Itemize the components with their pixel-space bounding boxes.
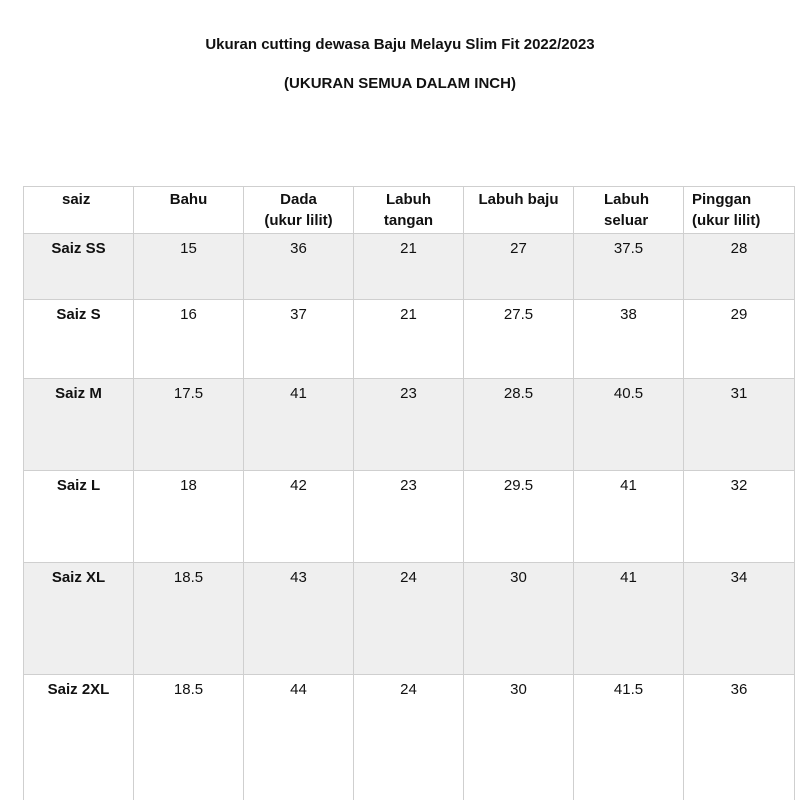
- cell-labuh-tangan: 24: [354, 675, 464, 800]
- header-labuh-seluar-line2: seluar: [604, 212, 649, 229]
- cell-labuh-seluar: 41: [574, 471, 684, 563]
- header-pinggan-line2: (ukur lilit): [692, 212, 761, 229]
- cell-size: Saiz L: [24, 471, 134, 563]
- cell-labuh-seluar: 41.5: [574, 675, 684, 800]
- cell-pinggan: 31: [684, 379, 795, 471]
- header-dada: [244, 187, 354, 234]
- cell-labuh-baju: 30: [464, 675, 574, 800]
- cell-size: Saiz M: [24, 379, 134, 471]
- header-labuh-seluar-line1: Labuh: [604, 191, 649, 208]
- header-labuh-seluar: [574, 187, 684, 234]
- cell-labuh-tangan: 23: [354, 471, 464, 563]
- cell-bahu: 15: [134, 234, 244, 300]
- page-title: Ukuran cutting dewasa Baju Melayu Slim Fit 2022/2023: [205, 36, 595, 53]
- cell-bahu: 18.5: [134, 563, 244, 675]
- cell-labuh-seluar: 41: [574, 563, 684, 675]
- cell-size: Saiz SS: [24, 234, 134, 300]
- table-row: [24, 300, 795, 379]
- cell-labuh-baju: 29.5: [464, 471, 574, 563]
- header-pinggan: [684, 187, 795, 234]
- cell-size: Saiz XL: [24, 563, 134, 675]
- cell-labuh-seluar: 38: [574, 300, 684, 379]
- header-bahu: [134, 187, 244, 234]
- header-labuh-baju-line1: Labuh baju: [478, 191, 559, 208]
- cell-labuh-tangan: 24: [354, 563, 464, 675]
- cell-dada: 37: [244, 300, 354, 379]
- cell-bahu: 18.5: [134, 675, 244, 800]
- cell-pinggan: 36: [684, 675, 795, 800]
- header-labuh-tangan-line1: Labuh: [386, 191, 431, 208]
- cell-labuh-baju: 27: [464, 234, 574, 300]
- header-dada-line1: Dada: [280, 191, 317, 208]
- cell-dada: 41: [244, 379, 354, 471]
- table-header-row: [24, 187, 795, 234]
- table-row: [24, 234, 795, 300]
- cell-labuh-baju: 28.5: [464, 379, 574, 471]
- cell-bahu: 18: [134, 471, 244, 563]
- cell-dada: 44: [244, 675, 354, 800]
- table-row: [24, 675, 795, 800]
- cell-pinggan: 28: [684, 234, 795, 300]
- cell-labuh-tangan: 21: [354, 234, 464, 300]
- cell-dada: 43: [244, 563, 354, 675]
- cell-labuh-baju: 27.5: [464, 300, 574, 379]
- cell-labuh-tangan: 21: [354, 300, 464, 379]
- cell-labuh-baju: 30: [464, 563, 574, 675]
- cell-dada: 36: [244, 234, 354, 300]
- table-row: [24, 563, 795, 675]
- header-saiz: [24, 187, 134, 234]
- cell-labuh-seluar: 37.5: [574, 234, 684, 300]
- header-bahu-line1: Bahu: [169, 191, 208, 208]
- header-dada-line2: (ukur lilit): [264, 212, 333, 229]
- cell-labuh-tangan: 23: [354, 379, 464, 471]
- cell-pinggan: 29: [684, 300, 795, 379]
- header-pinggan-line1: Pinggan: [692, 191, 752, 208]
- cell-bahu: 16: [134, 300, 244, 379]
- table-row: [24, 379, 795, 471]
- cell-pinggan: 34: [684, 563, 795, 675]
- cell-dada: 42: [244, 471, 354, 563]
- size-chart-table: [23, 186, 795, 800]
- header-labuh-tangan-line2: tangan: [383, 212, 434, 229]
- cell-size: Saiz S: [24, 300, 134, 379]
- page-subtitle: (UKURAN SEMUA DALAM INCH): [284, 75, 516, 92]
- cell-labuh-seluar: 40.5: [574, 379, 684, 471]
- header-saiz-line1: saiz: [62, 191, 91, 208]
- header-labuh-baju: [464, 187, 574, 234]
- table-row: [24, 471, 795, 563]
- cell-size: Saiz 2XL: [24, 675, 134, 800]
- cell-pinggan: 32: [684, 471, 795, 563]
- cell-bahu: 17.5: [134, 379, 244, 471]
- header-labuh-tangan: [354, 187, 464, 234]
